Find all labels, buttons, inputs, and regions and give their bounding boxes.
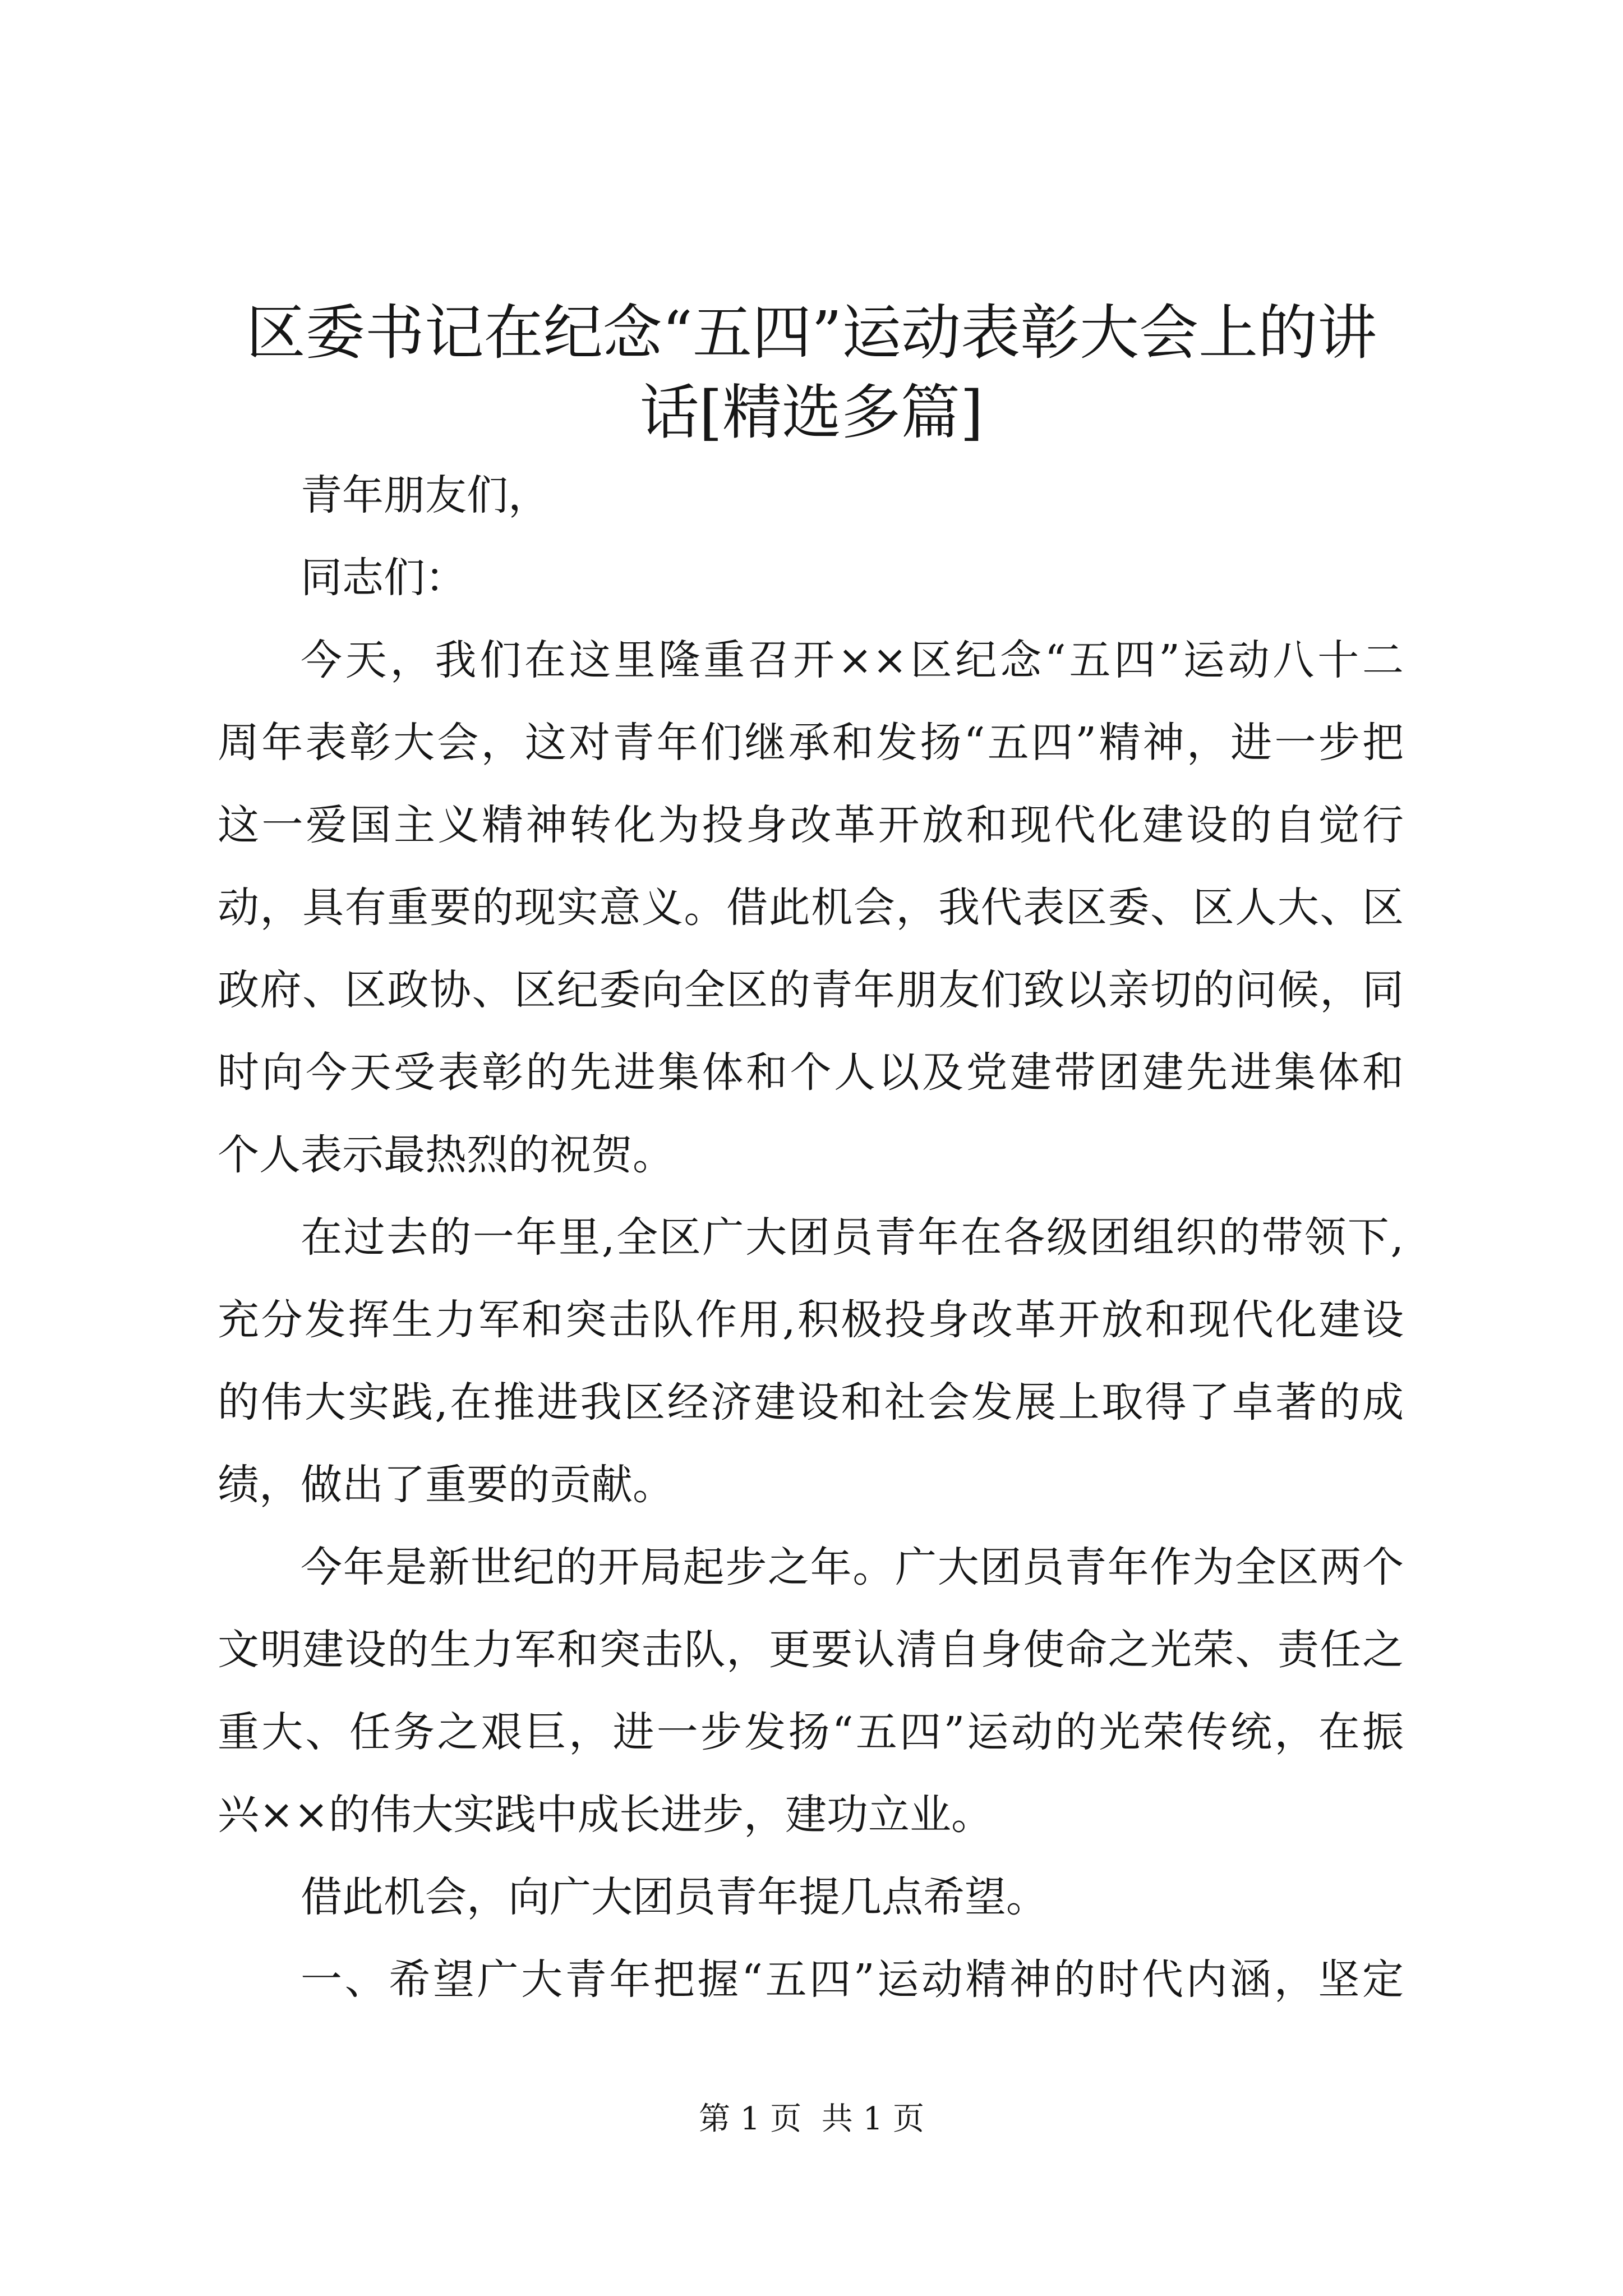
salutation-line: 青年朋友们，	[301, 471, 550, 519]
paragraph-line: 周年表彰大会，这对青年们继承和发扬“五四”精神，进一步把	[218, 719, 1404, 767]
document-body	[218, 454, 1404, 2021]
paragraph-line: 的伟大实践,在推进我区经济建设和社会发展上取得了卓著的成	[218, 1378, 1404, 1427]
paragraph-line: 动，具有重要的现实意义。借此机会，我代表区委、区人大、区	[218, 884, 1404, 932]
paragraph-line: 借此机会，向广大团员青年提几点希望。	[301, 1873, 1048, 1921]
paragraph	[218, 1939, 1404, 2021]
paragraph-line: 绩，做出了重要的贡献。	[218, 1461, 674, 1509]
paragraph-line: 一、希望广大青年把握“五四”运动精神的时代内涵，坚定	[301, 1955, 1404, 2004]
paragraph-line: 今年是新世纪的开局起步之年。广大团员青年作为全区两个	[301, 1543, 1404, 1591]
paragraph-line: 在过去的一年里,全区广大团员青年在各级团组织的带领下,	[301, 1213, 1404, 1262]
paragraph-line: 政府、区政协、区纪委向全区的青年朋友们致以亲切的问候，同	[218, 966, 1404, 1014]
title-line: 话[精选多篇]	[639, 378, 984, 447]
paragraph	[218, 619, 1404, 1197]
paragraph-line: 重大、任务之艰巨，进一步发扬“五四”运动的光荣传统，在振	[218, 1708, 1404, 1756]
paragraph-line: 兴××的伟大实践中成长进步，建功立业。	[218, 1791, 993, 1839]
title-line: 区委书记在纪念“五四”运动表彰大会上的讲	[246, 298, 1377, 367]
paragraph-line: 今天，我们在这里隆重召开××区纪念“五四”运动八十二	[301, 636, 1404, 684]
page-footer: 第 1 页 共 1 页	[698, 2101, 925, 2137]
paragraph-line: 充分发挥生力军和突击队作用,积极投身改革开放和现代化建设	[218, 1296, 1404, 1344]
paragraph-line: 时向今天受表彰的先进集体和个人以及党建带团建先进集体和	[218, 1048, 1404, 1097]
paragraph-line: 个人表示最热烈的祝贺。	[218, 1131, 674, 1179]
salutation-line: 同志们：	[301, 554, 467, 602]
document-title	[202, 293, 1421, 453]
paragraph-line: 文明建设的生力军和突击队，更要认清自身使命之光荣、责任之	[218, 1626, 1404, 1674]
paragraph-line: 这一爱国主义精神转化为投身改革开放和现代化建设的自觉行	[218, 801, 1404, 849]
paragraph	[218, 1856, 1404, 1939]
paragraph	[218, 1197, 1404, 1526]
paragraph	[218, 1526, 1404, 1856]
